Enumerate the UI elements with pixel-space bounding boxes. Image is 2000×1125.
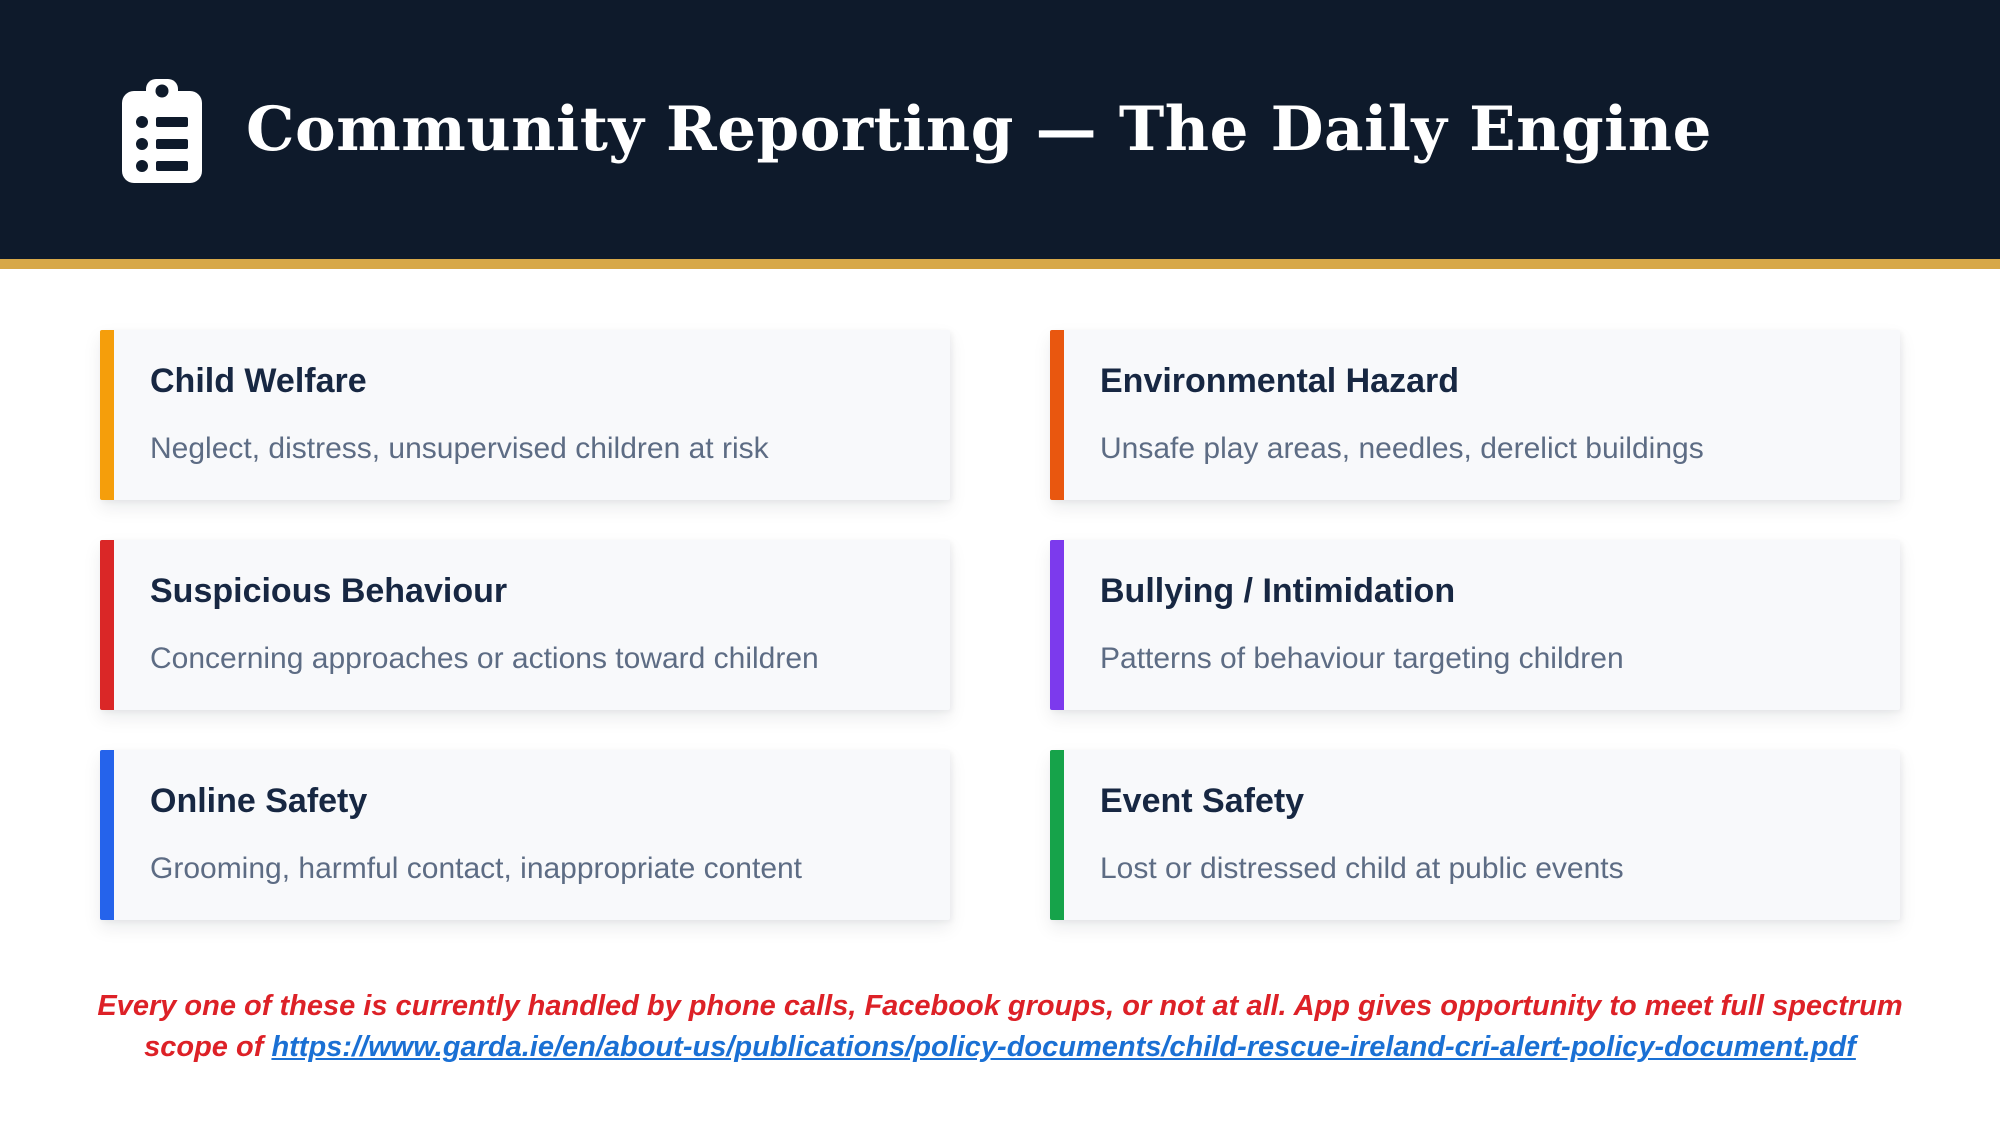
card-suspicious-behaviour xyxy=(100,540,950,710)
clipboard-list-icon xyxy=(120,77,204,183)
footnote-line1: Every one of these is currently handled by phone calls, Facebook groups, or not at all. App gives opportunity to meet full spectrum xyxy=(97,990,1903,1022)
card-bullying-intimidation xyxy=(1050,540,1900,710)
card-title: Suspicious Behaviour xyxy=(150,572,508,611)
card-title: Event Safety xyxy=(1100,782,1305,821)
card-description: Unsafe play areas, needles, derelict buildings xyxy=(1100,432,1704,466)
footnote xyxy=(70,986,1930,1068)
card-description: Neglect, distress, unsupervised children at risk xyxy=(150,432,769,466)
header-band xyxy=(0,0,2000,259)
card-description: Patterns of behaviour targeting children xyxy=(1100,642,1624,676)
card-event-safety xyxy=(1050,750,1900,920)
page-title: Community Reporting — The Daily Engine xyxy=(246,94,1712,165)
card-online-safety xyxy=(100,750,950,920)
gold-accent-divider xyxy=(0,259,2000,269)
footnote-line2-prefix: scope of xyxy=(144,1031,272,1064)
card-description: Grooming, harmful contact, inappropriate content xyxy=(150,852,803,886)
card-child-welfare xyxy=(100,330,950,500)
card-title: Child Welfare xyxy=(150,362,367,401)
card-description: Concerning approaches or actions toward children xyxy=(150,642,819,676)
card-description: Lost or distressed child at public events xyxy=(1100,852,1624,886)
garda-policy-link[interactable]: https://www.garda.ie/en/about-us/publications/policy-documents/child-rescue-ireland-cri-alert-policy-document.pdf xyxy=(271,1031,1856,1064)
card-title: Bullying / Intimidation xyxy=(1100,572,1456,611)
card-title: Environmental Hazard xyxy=(1100,362,1459,401)
category-cards-grid xyxy=(100,330,1900,920)
card-environmental-hazard xyxy=(1050,330,1900,500)
card-title: Online Safety xyxy=(150,782,368,821)
